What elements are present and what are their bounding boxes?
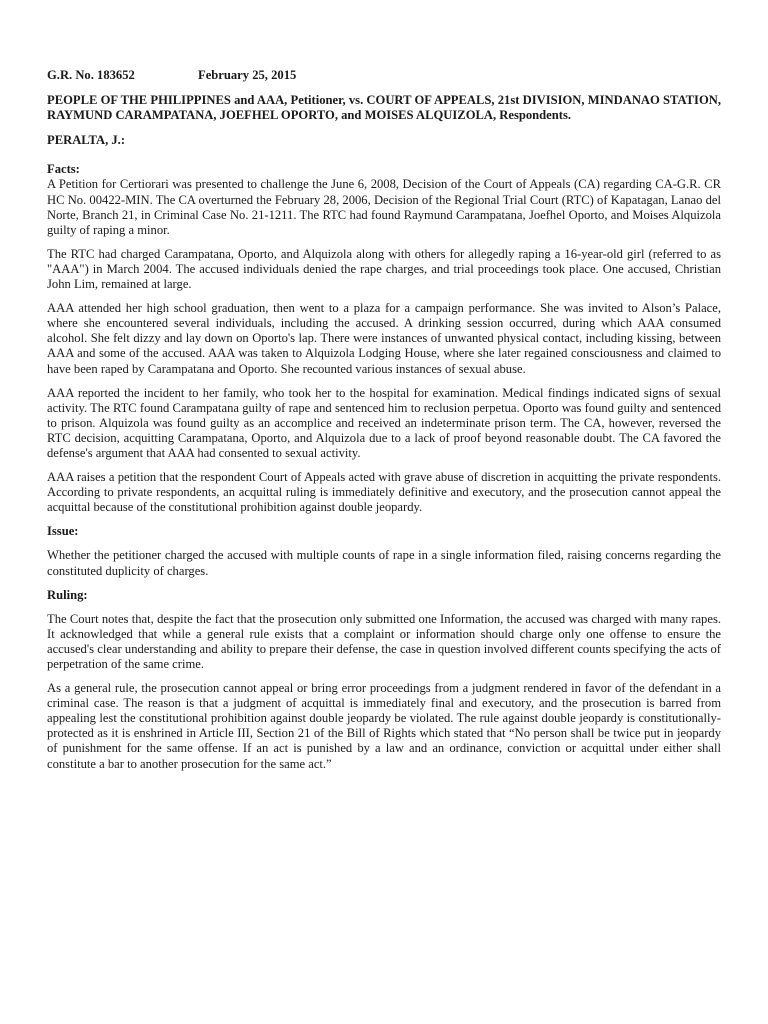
ruling-heading: Ruling: — [47, 587, 88, 602]
ruling-paragraph: The Court notes that, despite the fact that the prosecution only submitted one Information, the accused was charged with many rapes. It acknowledged that while a general rule exists that a complaint or information should charge only one offense to ensure the accused's clear understanding and ability to prepare their defense, the case in question involved different counts specifying the acts of perpetration of the same crime. — [47, 611, 721, 671]
document-page — [47, 68, 721, 781]
facts-paragraph: AAA raises a petition that the respondent Court of Appeals acted with grave abuse of discretion in acquitting the private respondents. According to private respondents, an acquittal ruling is immediately definitive and executory, and the prosecution cannot appeal the acquittal because of the constitutional prohibition against double jeopardy. — [47, 470, 721, 515]
decision-date: February 25, 2015 — [198, 68, 297, 82]
gr-number: G.R. No. 183652 — [47, 68, 135, 82]
ruling-paragraph: As a general rule, the prosecution cannot appeal or bring error proceedings from a judgment rendered in favor of the defendant in a criminal case. The reason is that a judgment of acquittal is immediately final and executory, and the prosecution is barred from appealing lest the constitutional prohibition against double jeopardy be violated. The rule against double jeopardy is constitutionally-protected as it is enshrined in Article III, Section 21 of the Bill of Rights which stated that “No person shall be twice put in jeopardy of punishment for the same offense. If an act is punished by a law and an ordinance, conviction or acquittal under either shall constitute a bar to another prosecution for the same act.” — [47, 681, 721, 771]
case-parties: PEOPLE OF THE PHILIPPINES and AAA, Petitioner, vs. COURT OF APPEALS, 21st DIVISION, MINDANAO STATION, RAYMUND CARAMPATANA, JOEFHEL OPORTO, and MOISES ALQUIZOLA, Respondents. — [47, 93, 721, 123]
facts-paragraph: AAA reported the incident to her family, who took her to the hospital for examination. Medical findings indicated signs of sexual activity. The RTC found Carampatana guilty of rape and sentenced him to reclusion perpetua. Oporto was found guilty and sentenced to prison. Alquizola was found guilty as an accomplice and received an indeterminate prison term. The CA, however, reversed the RTC decision, acquitting Carampatana, Oporto, and Alquizola due to a lack of proof beyond reasonable doubt. The CA favored the defense's argument that AAA had consented to sexual activity. — [47, 385, 721, 460]
issue-heading: Issue: — [47, 524, 79, 539]
facts-paragraph: A Petition for Certiorari was presented to challenge the June 6, 2008, Decision of the Court of Appeals (CA) regarding CA-G.R. CR HC No. 00422-MIN. The CA overturned the February 28, 2006, Decision of the Regional Trial Court (RTC) of Kapatagan, Lanao del Norte, Branch 21, in Criminal Case No. 21-1211. The RTC had found Raymund Carampatana, Joefhel Oporto, and Moises Alquizola guilty of raping a minor. — [47, 177, 721, 237]
facts-heading: Facts: — [47, 162, 80, 177]
ponente: PERALTA, J.: — [47, 133, 126, 148]
facts-paragraph: AAA attended her high school graduation, then went to a plaza for a campaign performance. She was invited to Alson’s Palace, where she encountered several individuals, including the accused. A drinking session occurred, during which AAA consumed alcohol. She felt dizzy and lay down on Oporto's lap. There were instances of unwanted physical contact, including kissing, between AAA and some of the accused. AAA was taken to Alquizola Lodging House, where she later regained consciousness and claimed to have been raped by Carampatana and Oporto. She recounted various instances of sexual abuse. — [47, 301, 721, 376]
facts-paragraph: The RTC had charged Carampatana, Oporto, and Alquizola along with others for allegedly raping a 16-year-old girl (referred to as "AAA") in March 2004. The accused individuals denied the rape charges, and trial proceedings took place. One accused, Christian John Lim, remained at large. — [47, 246, 721, 292]
case-header — [47, 68, 721, 83]
issue-paragraph: Whether the petitioner charged the accused with multiple counts of rape in a single information filed, raising concerns regarding the constituted duplicity of charges. — [47, 548, 721, 578]
